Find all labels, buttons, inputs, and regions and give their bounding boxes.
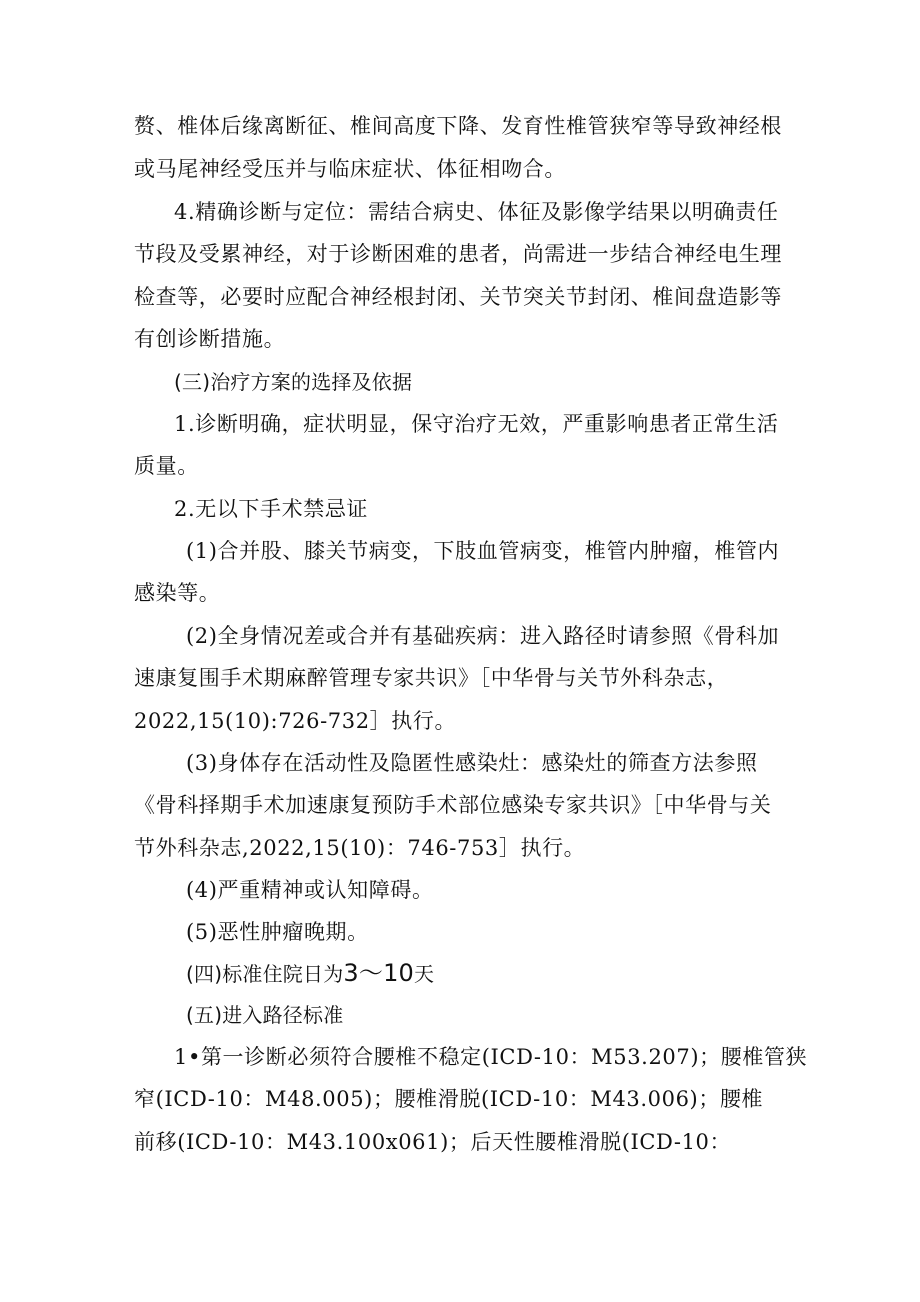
heading-4-days: 3〜10 [343, 959, 415, 987]
text-line: 节外科杂志,2022,15(10)：746-753］执行。 [134, 836, 586, 860]
text-line: (4)严重精神或认知障碍。 [186, 878, 434, 902]
text-line: 节段及受累神经，对于诊断困难的患者，尚需进一步结合神经电生理 [134, 242, 782, 266]
text-line: 或马尾神经受压并与临床症状、体征相吻合。 [134, 157, 566, 181]
section-heading-5: (五)进入路径标准 [186, 1003, 344, 1027]
text-line: 感染等。 [134, 581, 221, 605]
text-line: 4.精确诊断与定位：需结合病史、体征及影像学结果以明确责任 [174, 200, 779, 224]
section-heading-4 [186, 957, 434, 990]
text-line: 1•第一诊断必须符合腰椎不稳定(ICD-10：M53.207)；腰椎管狭 [174, 1045, 808, 1069]
text-line: (5)恶性肿瘤晚期。 [186, 920, 369, 944]
heading-4-prefix: (四)标准住院日为 [186, 962, 344, 986]
text-line: 《骨科择期手术加速康复预防手术部位感染专家共识》［中华骨与关 [134, 793, 772, 817]
text-line: 1.诊断明确，症状明显，保守治疗无效，严重影响患者正常生活 [174, 412, 779, 436]
text-line: (3)身体存在活动性及隐匿性感染灶：感染灶的筛查方法参照 [186, 751, 758, 775]
text-line: 前移(ICD-10：M43.100x061)；后天性腰椎滑脱(ICD-10： [134, 1130, 732, 1154]
text-line: 检查等，必要时应配合神经根封闭、关节突关节封闭、椎间盘造影等 [134, 285, 782, 309]
text-line: 质量。 [134, 454, 199, 478]
text-line: 2022,15(10):726-732］执行。 [134, 709, 457, 733]
text-line: 窄(ICD-10：M48.005)；腰椎滑脱(ICD-10：M43.006)；腰椎 [134, 1087, 764, 1111]
text-line: (1)合并股、膝关节病变，下肢血管病变，椎管内肿瘤，椎管内 [186, 539, 780, 563]
text-line: (2)全身情况差或合并有基础疾病：进入路径时请参照《骨科加 [186, 624, 780, 648]
heading-4-suffix: 天 [414, 962, 435, 986]
text-line: 速康复围手术期麻醉管理专家共识》［中华骨与关节外科杂志， [134, 666, 729, 690]
text-line: 有创诊断措施。 [134, 327, 286, 351]
section-heading-3: (三)治疗方案的选择及依据 [174, 370, 413, 394]
text-line: 2.无以下手术禁忌证 [174, 497, 369, 521]
text-line: 赘、椎体后缘离断征、椎间高度下降、发育性椎管狭窄等导致神经根 [134, 114, 782, 138]
